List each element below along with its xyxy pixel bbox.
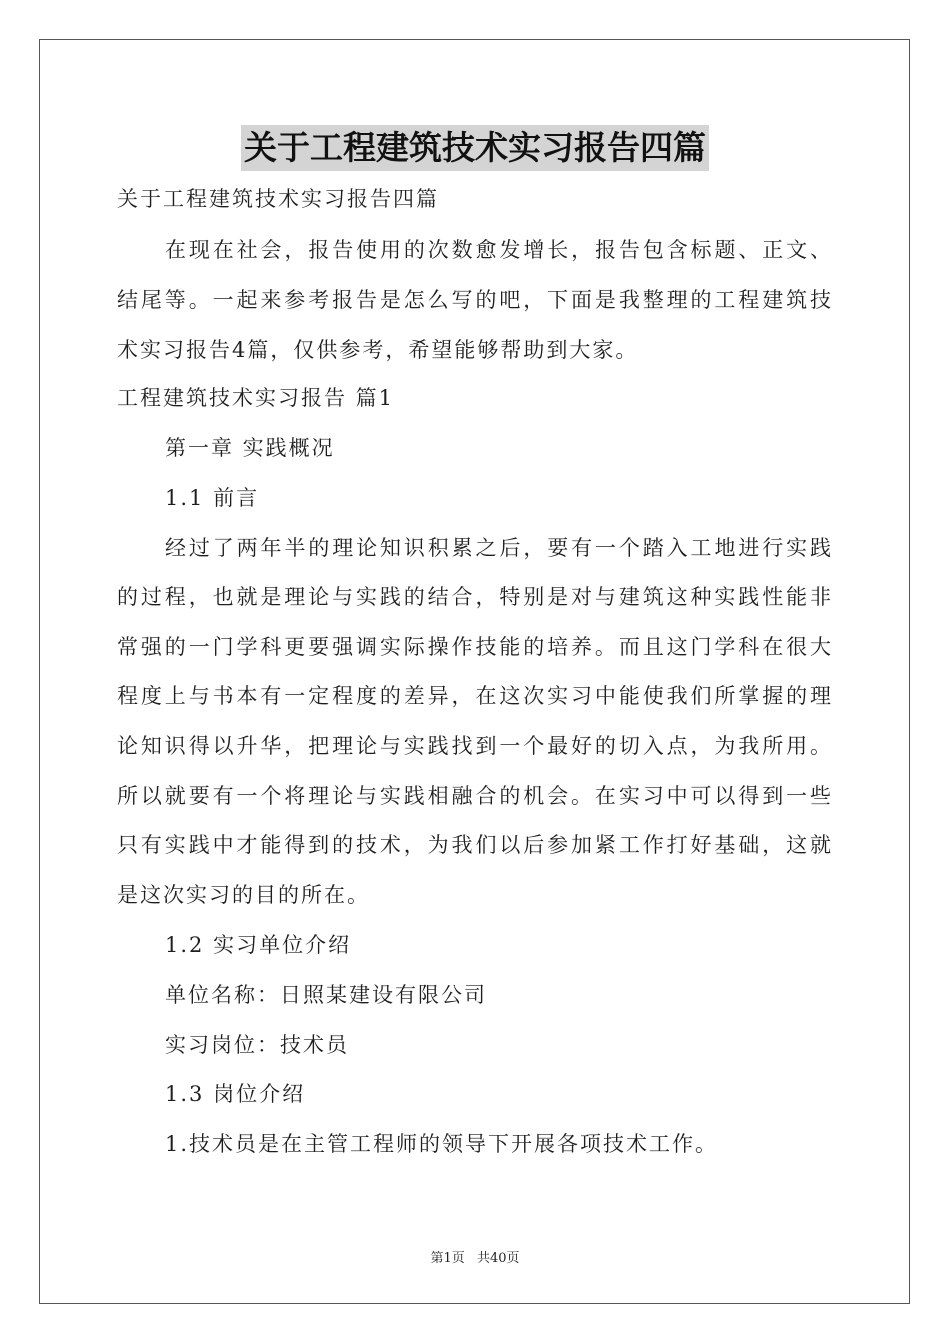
paragraph-line: 经过了两年半的理论知识积累之后，要有一个踏入工地进行实践: [165, 536, 833, 560]
info-line: 单位名称：日照某建设有限公司: [165, 983, 487, 1007]
paragraph-line: 1.技术员是在主管工程师的领导下开展各项技术工作。: [165, 1132, 719, 1156]
paragraph-line: 所以就要有一个将理论与实践相融合的机会。在实习中可以得到一些: [117, 784, 833, 808]
page-number: 第1页: [430, 1251, 465, 1266]
paragraph-line: 是这次实习的目的所在。: [117, 883, 370, 907]
page-border: [39, 39, 910, 1304]
page-total: 共40页: [476, 1251, 520, 1266]
paragraph-line: 的过程，也就是理论与实践的结合，特别是对与建筑这种实践性能非: [117, 585, 833, 609]
document-title: 关于工程建筑技术实习报告四篇: [241, 125, 709, 171]
paragraph-line: 结尾等。一起来参考报告是怎么写的吧，下面是我整理的工程建筑技: [117, 288, 833, 312]
paragraph-line: 在现在社会，报告使用的次数愈发增长，报告包含标题、正文、: [165, 238, 833, 262]
title-container: [0, 125, 950, 171]
paragraph-line: 程度上与书本有一定程度的差异，在这次实习中能使我们所掌握的理: [117, 684, 833, 708]
paragraph-line: 常强的一门学科更要强调实际操作技能的培养。而且这门学科在很大: [117, 635, 833, 659]
subsection-heading: 1.1 前言: [165, 486, 260, 510]
subsection-heading: 1.2 实习单位介绍: [165, 933, 352, 957]
chapter-heading: 第一章 实践概况: [165, 436, 335, 460]
paragraph-line: 术实习报告4篇，仅供参考，希望能够帮助到大家。: [117, 338, 639, 362]
paragraph-line: 论知识得以升华，把理论与实践找到一个最好的切入点，为我所用。: [117, 734, 833, 758]
subsection-heading: 1.3 岗位介绍: [165, 1082, 306, 1106]
info-line: 实习岗位：技术员: [165, 1033, 349, 1057]
paragraph-line: 只有实践中才能得到的技术，为我们以后参加紧工作打好基础，这就: [117, 833, 833, 857]
section-heading: 工程建筑技术实习报告 篇1: [117, 386, 395, 410]
subtitle-line: 关于工程建筑技术实习报告四篇: [117, 187, 439, 211]
page-footer: [0, 1247, 950, 1266]
